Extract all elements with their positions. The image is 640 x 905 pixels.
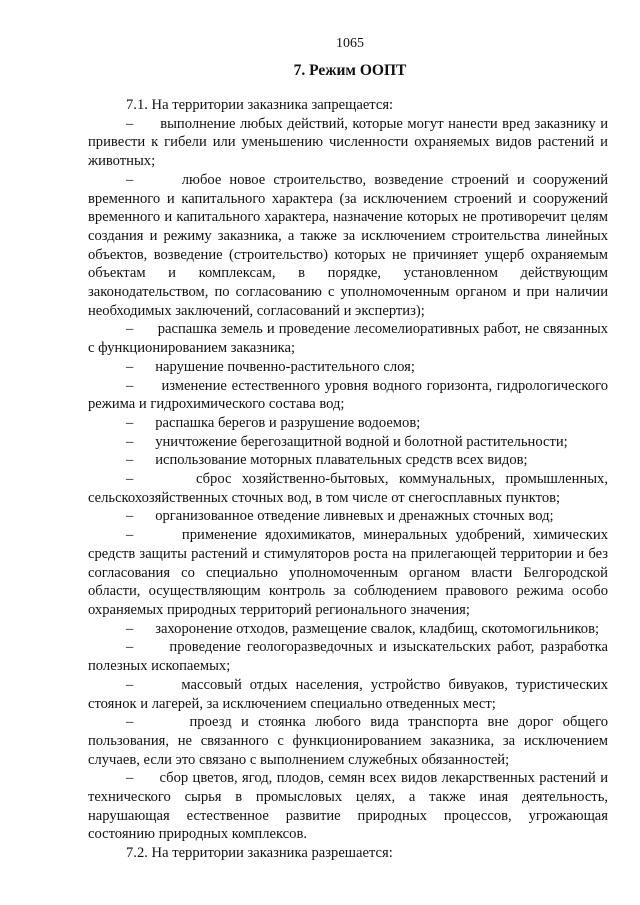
list-item [88, 676, 608, 713]
dash-marker: – [126, 115, 161, 132]
paragraph-7-2-intro: 7.2. На территории заказника разрешается: [126, 845, 393, 862]
dash-marker: – [126, 508, 156, 525]
list-item-text: массовый отдых населения, устройство бивуаков, туристических стоянок и лагерей, за исключением специально отведенных мест; [88, 676, 608, 712]
list-item-text: сброс хозяйственно-бытовых, коммунальных, промышленных, сельскохозяйственных сточных вод, в том числе от снегосплавных пунктов; [88, 471, 608, 506]
list-item-text: сбор цветов, ягод, плодов, семян всех видов лекарственных растений и технического сырья в промысловых целях, а также иная деятельность, нарушающая естественное развитие природных процессов, угрожающая состоянию природных комплексов. [88, 770, 608, 843]
dash-marker: – [126, 714, 190, 731]
dash-marker: – [126, 639, 170, 656]
list-item [88, 171, 608, 321]
list-item [88, 470, 608, 507]
dash-marker: – [126, 620, 156, 637]
list-item-text: нарушение почвенно-растительного слоя; [155, 358, 415, 375]
page-number: 1065 [336, 36, 364, 51]
list-item-text: организованное отведение ливневых и дренажных сточных вод; [155, 508, 554, 525]
list-item [88, 713, 608, 769]
list-item [88, 358, 608, 377]
dash-marker: – [126, 770, 160, 787]
list-item-text: любое новое строительство, возведение строений и сооружений временного и капитального характера (за исключением строений и сооружений временного и капитального характера, назначение которых не противоречит целям создания и режиму заказника, а также за исключением строительства линейных объектов, возведение (строительство) которых не причиняет ущерб охраняемым объектам и комплексам, в порядке, установленном действующим законодательством, по согласованию с уполномоченным органом и при наличии необходимых заключений, согласований и экспертиз); [88, 171, 609, 319]
list-item [88, 377, 608, 414]
list-item [88, 320, 608, 357]
list-item [88, 638, 608, 675]
list-item-text: распашка берегов и разрушение водоемов; [155, 414, 421, 431]
list-item [88, 507, 608, 526]
list-item-text: проезд и стоянка любого вида транспорта вне дорог общего пользования, не связанного с функционированием заказника, за исключением случаев, если это связано с выполнением служебных обязанностей; [88, 714, 609, 768]
list-item [88, 451, 608, 470]
list-item [88, 526, 608, 620]
dash-marker: – [126, 358, 156, 375]
paragraph-7-1-intro: 7.1. На территории заказника запрещается: [126, 97, 394, 113]
list-item-text: изменение естественного уровня водного горизонта, гидрологического режима и гидрохимического состава вод; [88, 377, 608, 413]
dash-marker: – [126, 452, 156, 469]
list-item [88, 769, 608, 844]
list-item-text: выполнение любых действий, которые могут нанести вред заказнику и привести к гибели или уменьшению численности охраняемых видов растений и животных; [88, 115, 608, 170]
dash-marker: – [126, 433, 156, 450]
section-title: 7. Режим ООПТ [293, 62, 407, 79]
list-item-text: использование моторных плавательных средств всех видов; [155, 452, 528, 469]
list-item-text: проведение геологоразведочных и изыскательских работ, разработка полезных ископаемых; [88, 639, 608, 675]
list-item-text: применение ядохимикатов, минеральных удобрений, химических средств защиты растений и стимуляторов роста на прилегающей территории и без согласования со специально уполномоченным органом власти Белгородской области, осуществляющим контроль за соблюдением правового режима особо охраняемых природных территорий регионального значения; [88, 527, 609, 618]
dash-marker: – [126, 321, 158, 338]
dash-marker: – [126, 676, 182, 693]
dash-marker: – [126, 171, 182, 188]
dash-marker: – [126, 471, 196, 488]
list-item [88, 620, 608, 639]
prohibited-activities-list [88, 115, 608, 844]
dash-marker: – [126, 527, 182, 544]
dash-marker: – [126, 414, 156, 431]
list-item [88, 433, 608, 452]
list-item-text: уничтожение берегозащитной водной и болотной растительности; [155, 433, 568, 450]
list-item-text: распашка земель и проведение лесомелиоративных работ, не связанных с функционированием заказника; [88, 321, 609, 357]
document-body [88, 96, 608, 863]
list-item [88, 115, 608, 171]
list-item-text: захоронение отходов, размещение свалок, кладбищ, скотомогильников; [155, 620, 600, 637]
dash-marker: – [126, 377, 162, 394]
list-item [88, 414, 608, 433]
